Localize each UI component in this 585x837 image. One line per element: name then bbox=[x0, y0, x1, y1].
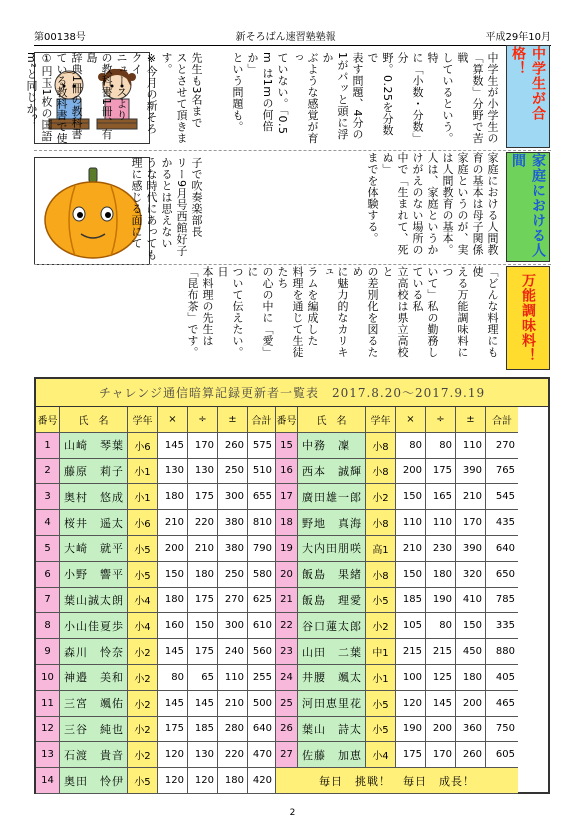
table-cell-pm: 250 bbox=[218, 459, 248, 485]
table-cell-no: 16 bbox=[276, 459, 298, 485]
table-cell-pm: 300 bbox=[218, 613, 248, 639]
table-cell-grade: 小2 bbox=[366, 613, 396, 639]
table-cell-div: 150 bbox=[188, 613, 218, 639]
section-divider bbox=[34, 150, 551, 151]
table-cell-mul: 105 bbox=[396, 613, 426, 639]
table-cell-pm: 200 bbox=[456, 691, 486, 717]
table-cell-total: 605 bbox=[486, 742, 518, 768]
table-cell-no: 18 bbox=[276, 510, 298, 536]
table-cell-total: 435 bbox=[486, 510, 518, 536]
table-cell-no: 23 bbox=[276, 639, 298, 665]
table-cell-div: 145 bbox=[426, 691, 456, 717]
table-cell-pm: 110 bbox=[218, 665, 248, 691]
column-header: 合計 bbox=[486, 407, 518, 433]
table-cell-pm: 410 bbox=[456, 588, 486, 614]
table-cell-no: 11 bbox=[36, 691, 60, 717]
table-cell-total: 625 bbox=[248, 588, 276, 614]
table-cell-grade: 小5 bbox=[128, 562, 158, 588]
table-cell-pm: 210 bbox=[456, 484, 486, 510]
table-cell-no: 3 bbox=[36, 484, 60, 510]
table-cell-no: 24 bbox=[276, 665, 298, 691]
table-cell-no: 26 bbox=[276, 717, 298, 743]
table-cell-no: 25 bbox=[276, 691, 298, 717]
table-cell-pm: 150 bbox=[456, 613, 486, 639]
table-cell-pm: 300 bbox=[218, 484, 248, 510]
table-cell-total: 810 bbox=[248, 510, 276, 536]
table-cell-pm: 210 bbox=[218, 691, 248, 717]
table-cell-pm: 450 bbox=[456, 639, 486, 665]
table-cell-pm: 180 bbox=[456, 665, 486, 691]
table-cell-name: 大内田朋咲 bbox=[298, 536, 366, 562]
table-cell-total: 880 bbox=[486, 639, 518, 665]
table-cell-div: 175 bbox=[188, 484, 218, 510]
table-cell-pm: 320 bbox=[456, 562, 486, 588]
table-cell-no: 5 bbox=[36, 536, 60, 562]
table-cell-mul: 150 bbox=[158, 562, 188, 588]
table-cell-mul: 80 bbox=[158, 665, 188, 691]
table-cell-name: 三宮 颯佑 bbox=[60, 691, 128, 717]
table-cell-mul: 120 bbox=[396, 691, 426, 717]
table-title-text: チャレンジ通信暗算記録更新者一覧表 2017.8.20～2017.9.19 bbox=[98, 386, 486, 400]
table-cell-div: 65 bbox=[188, 665, 218, 691]
table-cell-name: 小野 響平 bbox=[60, 562, 128, 588]
table-cell-grade: 小6 bbox=[128, 510, 158, 536]
article-math-text: 中学生が小学生の 「算数」分野で苦戦 しているという。特 に「小数・分数」分 野。0.25を分数で 表す問題、4分の 1がパッと頭に浮か ぶような感覚が育っ ていない。「0.5 m は1mの何倍か」 という問題も。 bbox=[231, 52, 499, 144]
article-cooking-text: 「どんな料理にも使 える万能調味料につ いて」私の勤務している私 立高校は県立高校と の差別化を図るため に魅力的なカリキュ ラムを編成した 料理を通じて生徒たち の心の中に「愛」に ついて伝えたい。日 本料理の先生は「昆布茶」です。 bbox=[186, 266, 499, 358]
table-cell-mul: 210 bbox=[396, 536, 426, 562]
table-cell-grade: 小1 bbox=[128, 484, 158, 510]
table-cell-no: 1 bbox=[36, 433, 60, 459]
left-column-text-bottom: 子で吹奏楽部長 リー9月号西館好子 かるとは思えない うな時代にあっても 理に感じる面にて bbox=[130, 157, 203, 261]
table-cell-mul: 200 bbox=[396, 459, 426, 485]
section-label-text: 万能調味料！ bbox=[520, 273, 536, 363]
motto-banner: 毎日 挑戦！ 毎日 成長！ bbox=[276, 768, 518, 794]
table-cell-total: 560 bbox=[248, 639, 276, 665]
table-cell-no: 21 bbox=[276, 588, 298, 614]
issue-date: 平成29年10月 bbox=[485, 32, 551, 43]
table-cell-name: 森川 怜奈 bbox=[60, 639, 128, 665]
table-cell-no: 27 bbox=[276, 742, 298, 768]
table-cell-grade: 小8 bbox=[366, 459, 396, 485]
table-cell-mul: 145 bbox=[158, 691, 188, 717]
table-cell-pm: 390 bbox=[456, 536, 486, 562]
table-cell-mul: 145 bbox=[158, 433, 188, 459]
table-cell-mul: 80 bbox=[396, 433, 426, 459]
table-cell-grade: 小5 bbox=[128, 768, 158, 794]
column-header: 合計 bbox=[248, 407, 276, 433]
table-cell-mul: 130 bbox=[158, 459, 188, 485]
table-cell-div: 170 bbox=[188, 433, 218, 459]
table-cell-pm: 250 bbox=[218, 562, 248, 588]
column-header: 学年 bbox=[128, 407, 158, 433]
table-cell-div: 110 bbox=[426, 510, 456, 536]
newsletter-title: 新そろばん速習塾塾報 bbox=[235, 32, 336, 43]
table-cell-div: 145 bbox=[188, 691, 218, 717]
table-cell-div: 165 bbox=[426, 484, 456, 510]
table-cell-no: 7 bbox=[36, 588, 60, 614]
table-cell-name: 山田 二葉 bbox=[298, 639, 366, 665]
table-cell-name: 葉山誠太朗 bbox=[60, 588, 128, 614]
table-cell-total: 640 bbox=[248, 717, 276, 743]
table-cell-no: 14 bbox=[36, 768, 60, 794]
table-cell-name: 藤原 莉子 bbox=[60, 459, 128, 485]
table-cell-total: 470 bbox=[248, 742, 276, 768]
column-header: 番号 bbox=[36, 407, 60, 433]
table-cell-grade: 小2 bbox=[128, 717, 158, 743]
section-label-seasoning bbox=[506, 266, 550, 370]
table-cell-grade: 小2 bbox=[128, 639, 158, 665]
table-cell-pm: 360 bbox=[456, 717, 486, 743]
table-cell-mul: 120 bbox=[158, 742, 188, 768]
table-cell-name: 中務 凜 bbox=[298, 433, 366, 459]
table-cell-mul: 150 bbox=[396, 562, 426, 588]
table-cell-grade: 小1 bbox=[128, 459, 158, 485]
table-cell-mul: 215 bbox=[396, 639, 426, 665]
table-cell-no: 19 bbox=[276, 536, 298, 562]
table-cell-no: 8 bbox=[36, 613, 60, 639]
table-cell-grade: 小5 bbox=[366, 717, 396, 743]
table-cell-grade: 小5 bbox=[366, 691, 396, 717]
table-cell-pm: 110 bbox=[456, 433, 486, 459]
table-cell-total: 750 bbox=[486, 717, 518, 743]
column-header: ÷ bbox=[426, 407, 456, 433]
table-cell-div: 80 bbox=[426, 433, 456, 459]
table-cell-name: 山崎 琴葉 bbox=[60, 433, 128, 459]
table-cell-mul: 150 bbox=[396, 484, 426, 510]
table-cell-div: 120 bbox=[188, 768, 218, 794]
table-cell-grade: 小6 bbox=[128, 433, 158, 459]
table-cell-total: 500 bbox=[248, 691, 276, 717]
table-cell-pm: 280 bbox=[218, 717, 248, 743]
table-cell-no: 15 bbox=[276, 433, 298, 459]
table-cell-grade: 小2 bbox=[366, 484, 396, 510]
table-cell-div: 210 bbox=[188, 536, 218, 562]
table-cell-no: 22 bbox=[276, 613, 298, 639]
column-header: ± bbox=[456, 407, 486, 433]
table-title bbox=[36, 379, 548, 407]
table-cell-mul: 185 bbox=[396, 588, 426, 614]
table-cell-div: 170 bbox=[426, 742, 456, 768]
table-cell-name: 小山佳夏歩 bbox=[60, 613, 128, 639]
section-divider bbox=[34, 264, 551, 265]
left-column-text-top: 先生も3名まで スとさせて頂きます。 ※今月の新そろクイ ニュースより の教科書1冊、有島 辞典1冊の教科書 ている教科書で使 ①円玉1枚の国語 m²と同じか？ bbox=[25, 52, 203, 144]
table-cell-div: 180 bbox=[188, 562, 218, 588]
table-cell-grade: 小4 bbox=[128, 613, 158, 639]
table-cell-div: 175 bbox=[188, 639, 218, 665]
table-cell-mul: 190 bbox=[396, 717, 426, 743]
table-cell-pm: 380 bbox=[218, 536, 248, 562]
column-header: × bbox=[396, 407, 426, 433]
table-cell-div: 130 bbox=[188, 459, 218, 485]
table-cell-total: 785 bbox=[486, 588, 518, 614]
table-cell-total: 790 bbox=[248, 536, 276, 562]
table-cell-name: 飯島 果緒 bbox=[298, 562, 366, 588]
table-cell-grade: 高1 bbox=[366, 536, 396, 562]
table-cell-div: 200 bbox=[426, 717, 456, 743]
column-header: 学年 bbox=[366, 407, 396, 433]
table-cell-div: 215 bbox=[426, 639, 456, 665]
table-cell-mul: 110 bbox=[396, 510, 426, 536]
table-cell-mul: 160 bbox=[158, 613, 188, 639]
table-cell-pm: 170 bbox=[456, 510, 486, 536]
table-cell-grade: 小2 bbox=[128, 691, 158, 717]
table-cell-name: 大崎 就平 bbox=[60, 536, 128, 562]
table-cell-grade: 小2 bbox=[128, 665, 158, 691]
table-cell-no: 20 bbox=[276, 562, 298, 588]
table-cell-pm: 180 bbox=[218, 768, 248, 794]
table-cell-name: 廣田雄一郎 bbox=[298, 484, 366, 510]
table-cell-pm: 240 bbox=[218, 639, 248, 665]
table-cell-mul: 210 bbox=[158, 510, 188, 536]
table-cell-name: 野地 真海 bbox=[298, 510, 366, 536]
table-cell-div: 190 bbox=[426, 588, 456, 614]
column-header: ÷ bbox=[188, 407, 218, 433]
table-cell-total: 465 bbox=[486, 691, 518, 717]
table-cell-grade: 中1 bbox=[366, 639, 396, 665]
table-grid bbox=[36, 407, 548, 794]
table-cell-no: 12 bbox=[36, 717, 60, 743]
section-label-text: 中学生が合格！ bbox=[510, 46, 546, 121]
table-cell-grade: 小8 bbox=[366, 562, 396, 588]
table-cell-total: 545 bbox=[486, 484, 518, 510]
table-cell-total: 650 bbox=[486, 562, 518, 588]
table-cell-grade: 小5 bbox=[128, 536, 158, 562]
section-label-family bbox=[506, 152, 550, 262]
section-label-math bbox=[506, 45, 550, 148]
record-table bbox=[34, 377, 550, 794]
table-cell-name: 葉山 詩太 bbox=[298, 717, 366, 743]
table-cell-pm: 220 bbox=[218, 742, 248, 768]
table-cell-total: 335 bbox=[486, 613, 518, 639]
table-cell-total: 510 bbox=[248, 459, 276, 485]
issue-number: 第00138号 bbox=[34, 32, 86, 43]
table-cell-total: 575 bbox=[248, 433, 276, 459]
table-cell-mul: 175 bbox=[158, 717, 188, 743]
table-cell-no: 9 bbox=[36, 639, 60, 665]
table-cell-name: 三谷 純也 bbox=[60, 717, 128, 743]
table-cell-total: 765 bbox=[486, 459, 518, 485]
table-cell-pm: 390 bbox=[456, 459, 486, 485]
table-cell-grade: 小1 bbox=[366, 665, 396, 691]
table-cell-div: 185 bbox=[188, 717, 218, 743]
table-cell-no: 13 bbox=[36, 742, 60, 768]
column-header: × bbox=[158, 407, 188, 433]
table-cell-mul: 200 bbox=[158, 536, 188, 562]
table-cell-mul: 175 bbox=[396, 742, 426, 768]
column-header: 氏 名 bbox=[60, 407, 128, 433]
table-cell-mul: 100 bbox=[396, 665, 426, 691]
table-cell-total: 640 bbox=[486, 536, 518, 562]
table-cell-mul: 180 bbox=[158, 588, 188, 614]
table-cell-div: 80 bbox=[426, 613, 456, 639]
table-cell-no: 4 bbox=[36, 510, 60, 536]
table-cell-total: 610 bbox=[248, 613, 276, 639]
column-header: 氏 名 bbox=[298, 407, 366, 433]
table-cell-name: 佐藤 加恵 bbox=[298, 742, 366, 768]
table-cell-total: 405 bbox=[486, 665, 518, 691]
table-cell-div: 220 bbox=[188, 510, 218, 536]
table-cell-pm: 260 bbox=[456, 742, 486, 768]
table-cell-grade: 小2 bbox=[128, 742, 158, 768]
table-cell-total: 580 bbox=[248, 562, 276, 588]
table-cell-mul: 120 bbox=[158, 768, 188, 794]
table-cell-grade: 小5 bbox=[366, 588, 396, 614]
table-cell-pm: 380 bbox=[218, 510, 248, 536]
table-cell-name: 桜井 遥太 bbox=[60, 510, 128, 536]
table-cell-name: 河田恵里花 bbox=[298, 691, 366, 717]
page-header bbox=[34, 32, 551, 46]
table-cell-name: 飯島 理愛 bbox=[298, 588, 366, 614]
table-cell-grade: 小8 bbox=[366, 510, 396, 536]
table-cell-total: 255 bbox=[248, 665, 276, 691]
table-cell-no: 2 bbox=[36, 459, 60, 485]
table-cell-name: 奥田 怜伊 bbox=[60, 768, 128, 794]
table-cell-total: 270 bbox=[486, 433, 518, 459]
table-cell-total: 655 bbox=[248, 484, 276, 510]
column-header: 番号 bbox=[276, 407, 298, 433]
page-number: 2 bbox=[289, 808, 296, 818]
table-cell-grade: 小4 bbox=[366, 742, 396, 768]
table-cell-no: 10 bbox=[36, 665, 60, 691]
table-cell-no: 17 bbox=[276, 484, 298, 510]
table-cell-div: 230 bbox=[426, 536, 456, 562]
table-cell-no: 6 bbox=[36, 562, 60, 588]
table-cell-mul: 145 bbox=[158, 639, 188, 665]
table-cell-div: 175 bbox=[188, 588, 218, 614]
table-cell-name: 神邉 美和 bbox=[60, 665, 128, 691]
table-cell-pm: 260 bbox=[218, 433, 248, 459]
table-cell-div: 125 bbox=[426, 665, 456, 691]
table-cell-name: 谷口蓮太郎 bbox=[298, 613, 366, 639]
table-cell-grade: 小8 bbox=[366, 433, 396, 459]
table-cell-div: 130 bbox=[188, 742, 218, 768]
section-label-text: 家庭における人間 bbox=[510, 153, 546, 258]
table-cell-name: 井腰 颯太 bbox=[298, 665, 366, 691]
column-header: ± bbox=[218, 407, 248, 433]
table-cell-pm: 270 bbox=[218, 588, 248, 614]
table-cell-total: 420 bbox=[248, 768, 276, 794]
table-cell-name: 石渡 貴音 bbox=[60, 742, 128, 768]
article-family-text: 家庭における人間教 育の基本は母子関係 家庭というのが、実 は人間教育の基本。 人は、家庭というか けがえのない場所の 中で「生まれて、死ぬ」 までを体験する。 bbox=[366, 152, 499, 256]
table-cell-name: 西本 誠輝 bbox=[298, 459, 366, 485]
table-cell-mul: 180 bbox=[158, 484, 188, 510]
table-cell-div: 175 bbox=[426, 459, 456, 485]
table-cell-grade: 小4 bbox=[128, 588, 158, 614]
table-cell-name: 奥村 悠成 bbox=[60, 484, 128, 510]
table-cell-div: 180 bbox=[426, 562, 456, 588]
